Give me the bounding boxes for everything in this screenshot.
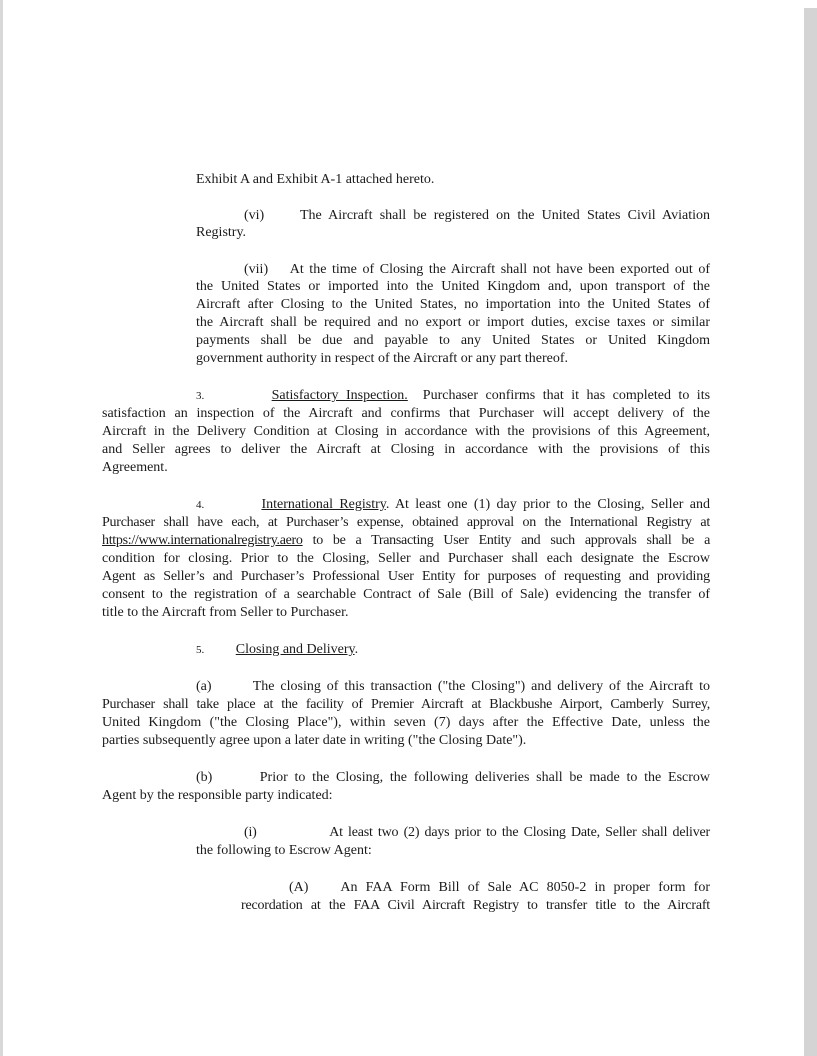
section4-line4: condition for closing. Prior to the Closing, Seller and Purchaser shall each designate the Escrow: [102, 551, 710, 566]
item-vii-line4: the Aircraft shall be required and no export or import duties, excise taxes or similar: [196, 315, 710, 330]
section4-line7: title to the Aircraft from Seller to Purchaser.: [102, 605, 349, 620]
item-vii-line5: payments shall be due and payable to any United States or United Kingdom: [196, 333, 710, 348]
para-A-text: An FAA Form Bill of Sale AC 8050-2 in proper form for: [340, 880, 710, 895]
intro-text: Exhibit A and Exhibit A-1 attached hereto.: [196, 172, 435, 187]
item-vii-line1: [244, 261, 710, 278]
item-vii-text: At the time of Closing the Aircraft shall not have been exported out of: [289, 262, 710, 277]
para-b-text: Prior to the Closing, the following deliveries shall be made to the Escrow: [259, 770, 711, 785]
para-a-marker: (a): [196, 679, 212, 694]
item-vii-line2: the United States or imported into the United Kingdom and, upon transport of the: [196, 279, 710, 294]
section4-line2: Purchaser shall have each, at Purchaser’s expense, obtained approval on the International Registry at: [102, 515, 710, 530]
para-i-line1: [244, 824, 710, 841]
para-b-line2: Agent by the responsible party indicated:: [102, 788, 333, 803]
section5-number: 5.: [196, 644, 205, 656]
section3-line5: Agreement.: [102, 460, 168, 475]
section4-line3-text: to be a Transacting User Entity and such approvals shall be a: [302, 533, 710, 548]
section4-number: 4.: [196, 499, 205, 511]
para-a-line3: United Kingdom ("the Closing Place"), within seven (7) days after the Effective Date, unless the: [102, 715, 710, 730]
para-i-marker: (i): [244, 825, 257, 840]
section5-heading-line: [196, 641, 358, 659]
section5-heading-end: .: [354, 642, 359, 657]
item-vi-line1: [244, 207, 710, 224]
para-a-line1: [196, 678, 710, 695]
para-i-line2: the following to Escrow Agent:: [196, 843, 372, 858]
para-A-line1: [289, 879, 710, 896]
international-registry-link[interactable]: https://www.internationalregistry.aero: [102, 533, 303, 548]
item-vi-line2: Registry.: [196, 225, 247, 240]
section3-line4: and Seller agrees to deliver the Aircraft at Closing in accordance with the provisions of this: [102, 442, 710, 457]
item-vi-marker: (vi): [244, 208, 265, 223]
item-vii-marker: (vii): [244, 262, 269, 277]
para-A-line2: recordation at the FAA Civil Aircraft Registry to transfer title to the Aircraft: [241, 898, 710, 913]
item-vii-line3: Aircraft after Closing to the United States, no importation into the United States of: [196, 297, 710, 312]
section4-text: . At least one (1) day prior to the Closing, Seller and: [385, 497, 711, 512]
section3-text: Purchaser confirms that it has completed to its: [422, 388, 711, 403]
section5-heading: Closing and Delivery: [235, 642, 355, 657]
section4-line6: consent to the registration of a searchable Contract of Sale (Bill of Sale) evidencing the transfer of: [102, 587, 710, 602]
para-a-line4: parties subsequently agree upon a later date in writing ("the Closing Date").: [102, 733, 527, 748]
para-a-text: The closing of this transaction ("the Closing") and delivery of the Aircraft to: [252, 679, 711, 694]
section4-line3: [102, 532, 710, 549]
item-vi-text: The Aircraft shall be registered on the United States Civil Aviation: [299, 208, 710, 223]
section4-heading: International Registry: [261, 497, 386, 512]
page-edge-right: [804, 8, 817, 1056]
section3-heading: Satisfactory Inspection.: [271, 388, 408, 403]
section3-line3: Aircraft in the Delivery Condition at Closing in accordance with the provisions of this Agreement,: [102, 424, 710, 439]
section4-line1: [196, 496, 710, 514]
para-b-line1: [196, 769, 710, 786]
para-a-line2: Purchaser shall take place at the facility of Premier Aircraft at Blackbushe Airport, Camberly Surrey,: [102, 697, 710, 712]
section3-line2: satisfaction an inspection of the Aircraft and confirms that Purchaser will accept delivery of the: [102, 406, 710, 421]
section3-line1: [196, 387, 710, 405]
section4-line5: Agent as Seller’s and Purchaser’s Professional User Entity for purposes of requesting and providing: [102, 569, 710, 584]
para-A-marker: (A): [289, 880, 309, 895]
section3-number: 3.: [196, 390, 205, 402]
para-i-text: At least two (2) days prior to the Closing Date, Seller shall deliver: [329, 825, 710, 840]
para-b-marker: (b): [196, 770, 213, 785]
item-vii-line6: government authority in respect of the Aircraft or any part thereof.: [196, 351, 569, 366]
page-edge-left: [0, 0, 3, 1056]
